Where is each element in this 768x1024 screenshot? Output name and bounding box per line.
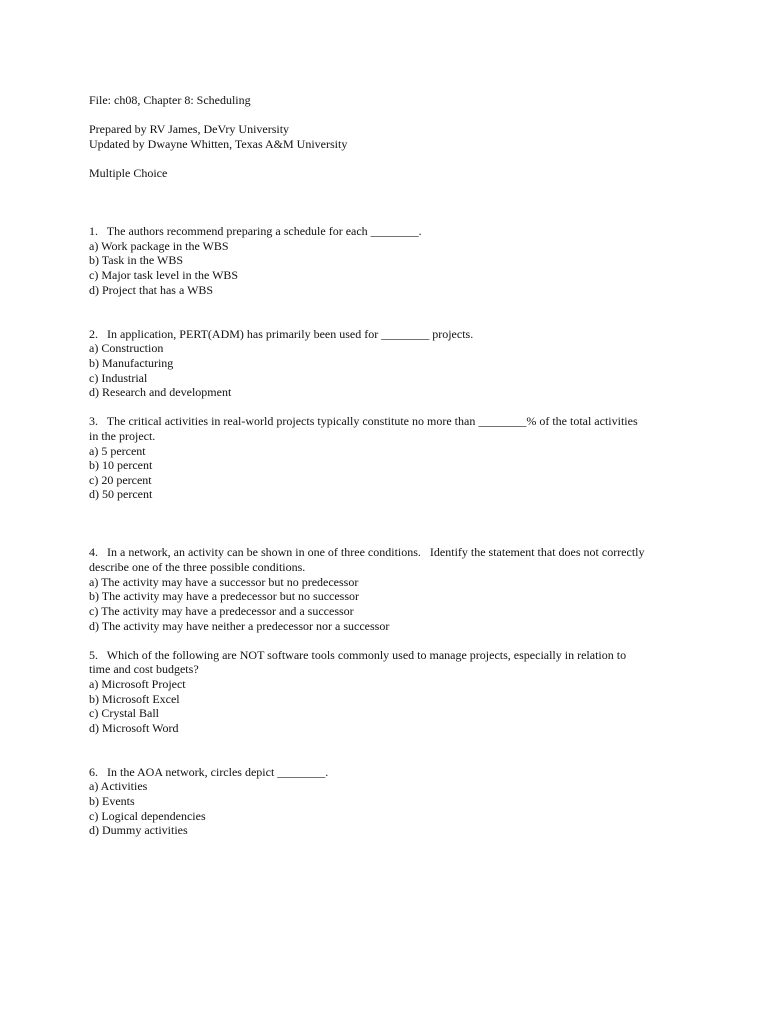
question-5-option-c: c) Crystal Ball — [89, 706, 159, 720]
question-3-option-a: a) 5 percent — [89, 444, 146, 458]
question-4-option-b: b) The activity may have a predecessor but no successor — [89, 589, 360, 603]
question-2-option-d: d) Research and development — [89, 385, 232, 399]
question-4-option-c: c) The activity may have a predecessor and a successor — [89, 604, 354, 618]
question-5-stem-line-1: 5. Which of the following are NOT software tools commonly used to manage projects, especially in relation to — [89, 648, 627, 662]
updated-by: Updated by Dwayne Whitten, Texas A&M University — [89, 137, 348, 151]
question-5-option-a: a) Microsoft Project — [89, 677, 186, 691]
question-4-option-d: d) The activity may have neither a predecessor nor a successor — [89, 619, 390, 633]
question-4-stem-line-2: describe one of the three possible conditions. — [89, 560, 306, 574]
question-6-stem: 6. In the AOA network, circles depict ________. — [89, 765, 329, 779]
file-title: File: ch08, Chapter 8: Scheduling — [89, 93, 251, 107]
question-4-option-a: a) The activity may have a successor but no predecessor — [89, 575, 359, 589]
question-3-stem-line-2: in the project. — [89, 429, 156, 443]
question-5-option-d: d) Microsoft Word — [89, 721, 179, 735]
question-3-option-d: d) 50 percent — [89, 487, 153, 501]
section-heading: Multiple Choice — [89, 166, 168, 180]
question-6-option-b: b) Events — [89, 794, 135, 808]
question-6-option-c: c) Logical dependencies — [89, 809, 206, 823]
question-1-option-b: b) Task in the WBS — [89, 253, 184, 267]
prepared-by: Prepared by RV James, DeVry University — [89, 122, 290, 136]
question-5-option-b: b) Microsoft Excel — [89, 692, 180, 706]
question-3-option-b: b) 10 percent — [89, 458, 153, 472]
question-1-option-c: c) Major task level in the WBS — [89, 268, 239, 282]
question-4-stem-line-1: 4. In a network, an activity can be shown in one of three conditions. Identify the statement that does not correctly — [89, 545, 645, 559]
question-2-option-c: c) Industrial — [89, 371, 148, 385]
question-2-stem: 2. In application, PERT(ADM) has primarily been used for ________ projects. — [89, 327, 474, 341]
question-6-option-a: a) Activities — [89, 779, 148, 793]
question-1-option-a: a) Work package in the WBS — [89, 239, 229, 253]
question-1-option-d: d) Project that has a WBS — [89, 283, 214, 297]
question-3-stem-line-1: 3. The critical activities in real-world projects typically constitute no more than ________% of the total activities — [89, 414, 638, 428]
question-2-option-a: a) Construction — [89, 341, 164, 355]
question-1-stem: 1. The authors recommend preparing a schedule for each ________. — [89, 224, 422, 238]
question-5-stem-line-2: time and cost budgets? — [89, 662, 199, 676]
question-3-option-c: c) 20 percent — [89, 473, 152, 487]
question-6-option-d: d) Dummy activities — [89, 823, 188, 837]
question-2-option-b: b) Manufacturing — [89, 356, 174, 370]
